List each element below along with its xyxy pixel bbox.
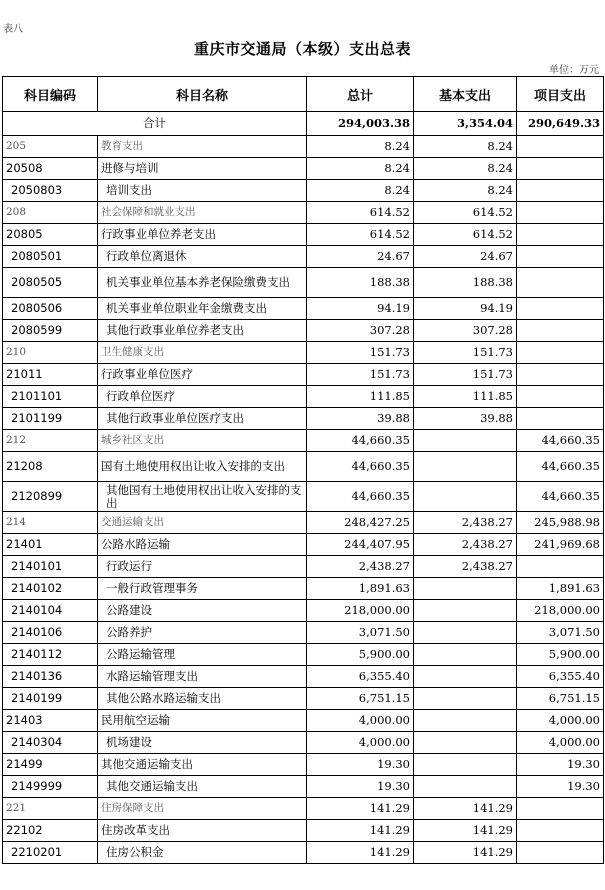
cell-basic — [414, 732, 517, 754]
cell-basic: 39.88 — [414, 408, 517, 430]
cell-code: 2140304 — [3, 732, 98, 754]
cell-code: 2080501 — [3, 246, 98, 268]
cell-total: 614.52 — [307, 224, 414, 246]
cell-total: 19.30 — [307, 754, 414, 776]
cell-code: 2140199 — [3, 688, 98, 710]
cell-code: 20508 — [3, 158, 98, 180]
table-row — [3, 386, 604, 408]
cell-code: 208 — [3, 202, 98, 224]
table-row — [3, 842, 604, 864]
cell-code: 205 — [3, 136, 98, 158]
cell-project: 44,660.35 — [517, 452, 604, 482]
cell-basic — [414, 600, 517, 622]
table-row — [3, 430, 604, 452]
cell-code: 22102 — [3, 820, 98, 842]
table-row — [3, 776, 604, 798]
cell-basic: 94.19 — [414, 298, 517, 320]
cell-name: 城乡社区支出 — [98, 430, 307, 452]
cell-total: 8.24 — [307, 158, 414, 180]
cell-total: 151.73 — [307, 364, 414, 386]
page-title: 重庆市交通局（本级）支出总表 — [193, 40, 411, 58]
cell-name: 进修与培训 — [98, 158, 307, 180]
cell-project: 218,000.00 — [517, 600, 604, 622]
cell-total: 44,660.35 — [307, 452, 414, 482]
cell-code: 210 — [3, 342, 98, 364]
cell-code: 2101199 — [3, 408, 98, 430]
cell-total: 19.30 — [307, 776, 414, 798]
cell-basic: 141.29 — [414, 820, 517, 842]
cell-total: 188.38 — [307, 268, 414, 298]
cell-project — [517, 842, 604, 864]
cell-project: 6,355.40 — [517, 666, 604, 688]
cell-name: 一般行政管理事务 — [98, 578, 307, 600]
cell-total: 244,407.95 — [307, 534, 414, 556]
cell-code: 2050803 — [3, 180, 98, 202]
table-row — [3, 320, 604, 342]
cell-name: 机关事业单位职业年金缴费支出 — [98, 298, 307, 320]
cell-code: 21208 — [3, 452, 98, 482]
cell-project — [517, 268, 604, 298]
cell-total: 2,438.27 — [307, 556, 414, 578]
cell-project — [517, 386, 604, 408]
cell-name: 公路建设 — [98, 600, 307, 622]
cell-name: 培训支出 — [98, 180, 307, 202]
cell-code: 2140104 — [3, 600, 98, 622]
cell-project — [517, 298, 604, 320]
cell-name: 其他行政事业单位医疗支出 — [98, 408, 307, 430]
cell-code: 2140106 — [3, 622, 98, 644]
cell-name: 其他公路水路运输支出 — [98, 688, 307, 710]
cell-name: 其他交通运输支出 — [98, 754, 307, 776]
table-row — [3, 600, 604, 622]
table-row — [3, 512, 604, 534]
cell-total: 141.29 — [307, 842, 414, 864]
cell-code: 2140136 — [3, 666, 98, 688]
table-row — [3, 820, 604, 842]
table-row — [3, 534, 604, 556]
total-row-label: 合计 — [3, 112, 307, 136]
cell-basic: 141.29 — [414, 842, 517, 864]
cell-total: 6,355.40 — [307, 666, 414, 688]
table-row — [3, 666, 604, 688]
cell-code: 2101101 — [3, 386, 98, 408]
cell-basic — [414, 688, 517, 710]
cell-total: 614.52 — [307, 202, 414, 224]
column-header-basic: 基本支出 — [414, 77, 517, 112]
column-header-code: 科目编码 — [3, 77, 98, 112]
cell-project — [517, 202, 604, 224]
cell-project: 241,969.68 — [517, 534, 604, 556]
cell-total: 6,751.15 — [307, 688, 414, 710]
cell-basic — [414, 754, 517, 776]
table-row — [3, 482, 604, 512]
cell-code: 2140101 — [3, 556, 98, 578]
cell-basic — [414, 644, 517, 666]
total-row-project: 290,649.33 — [517, 112, 604, 136]
cell-name: 住房保障支出 — [98, 798, 307, 820]
table-row — [3, 364, 604, 386]
cell-project: 245,988.98 — [517, 512, 604, 534]
cell-project — [517, 158, 604, 180]
cell-project: 4,000.00 — [517, 710, 604, 732]
cell-basic — [414, 452, 517, 482]
cell-project: 6,751.15 — [517, 688, 604, 710]
cell-name: 国有土地使用权出让收入安排的支出 — [98, 452, 307, 482]
cell-name: 公路水路运输 — [98, 534, 307, 556]
cell-name: 其他行政事业单位养老支出 — [98, 320, 307, 342]
table-row — [3, 202, 604, 224]
cell-total: 44,660.35 — [307, 482, 414, 512]
cell-total: 151.73 — [307, 342, 414, 364]
cell-project: 1,891.63 — [517, 578, 604, 600]
cell-project: 19.30 — [517, 776, 604, 798]
cell-total: 8.24 — [307, 136, 414, 158]
cell-total: 248,427.25 — [307, 512, 414, 534]
cell-project — [517, 798, 604, 820]
cell-name: 公路运输管理 — [98, 644, 307, 666]
cell-project: 44,660.35 — [517, 482, 604, 512]
cell-total: 3,071.50 — [307, 622, 414, 644]
cell-name: 教育支出 — [98, 136, 307, 158]
cell-name: 其他国有土地使用权出让收入安排的支出 — [98, 482, 307, 512]
cell-project: 5,900.00 — [517, 644, 604, 666]
cell-basic: 614.52 — [414, 202, 517, 224]
cell-project — [517, 342, 604, 364]
cell-total: 24.67 — [307, 246, 414, 268]
column-header-name: 科目名称 — [98, 77, 307, 112]
table-row — [3, 556, 604, 578]
cell-basic: 151.73 — [414, 342, 517, 364]
cell-code: 214 — [3, 512, 98, 534]
cell-project — [517, 246, 604, 268]
table-row — [3, 408, 604, 430]
table-row — [3, 268, 604, 298]
cell-name: 行政事业单位养老支出 — [98, 224, 307, 246]
cell-name: 民用航空运输 — [98, 710, 307, 732]
column-header-project: 项目支出 — [517, 77, 604, 112]
cell-code: 21499 — [3, 754, 98, 776]
table-row — [3, 224, 604, 246]
cell-basic — [414, 776, 517, 798]
cell-total: 141.29 — [307, 798, 414, 820]
cell-total: 111.85 — [307, 386, 414, 408]
cell-name: 其他交通运输支出 — [98, 776, 307, 798]
table-row — [3, 644, 604, 666]
cell-basic: 141.29 — [414, 798, 517, 820]
cell-project: 44,660.35 — [517, 430, 604, 452]
table-number-label: 表八 — [3, 24, 23, 35]
table-row — [3, 246, 604, 268]
table-row — [3, 732, 604, 754]
table-row — [3, 298, 604, 320]
table-row — [3, 158, 604, 180]
cell-basic: 2,438.27 — [414, 556, 517, 578]
column-header-total: 总计 — [307, 77, 414, 112]
total-row-total: 294,003.38 — [307, 112, 414, 136]
table-row — [3, 622, 604, 644]
cell-total: 307.28 — [307, 320, 414, 342]
table-row — [3, 688, 604, 710]
cell-total: 141.29 — [307, 820, 414, 842]
cell-basic — [414, 430, 517, 452]
cell-name: 住房改革支出 — [98, 820, 307, 842]
cell-code: 221 — [3, 798, 98, 820]
cell-basic: 2,438.27 — [414, 534, 517, 556]
cell-code: 20805 — [3, 224, 98, 246]
cell-name: 住房公积金 — [98, 842, 307, 864]
cell-basic: 188.38 — [414, 268, 517, 298]
cell-project — [517, 224, 604, 246]
table-row — [3, 578, 604, 600]
cell-project — [517, 820, 604, 842]
cell-code: 2149999 — [3, 776, 98, 798]
cell-code: 21011 — [3, 364, 98, 386]
cell-basic — [414, 578, 517, 600]
cell-code: 2120899 — [3, 482, 98, 512]
total-row-basic: 3,354.04 — [414, 112, 517, 136]
cell-name: 行政运行 — [98, 556, 307, 578]
cell-project: 3,071.50 — [517, 622, 604, 644]
table-row — [3, 136, 604, 158]
cell-basic: 24.67 — [414, 246, 517, 268]
cell-name: 卫生健康支出 — [98, 342, 307, 364]
cell-project: 4,000.00 — [517, 732, 604, 754]
cell-project — [517, 364, 604, 386]
cell-basic — [414, 666, 517, 688]
cell-basic: 8.24 — [414, 180, 517, 202]
cell-basic: 614.52 — [414, 224, 517, 246]
cell-total: 1,891.63 — [307, 578, 414, 600]
cell-basic: 111.85 — [414, 386, 517, 408]
table-row — [3, 754, 604, 776]
cell-basic: 2,438.27 — [414, 512, 517, 534]
cell-name: 行政单位医疗 — [98, 386, 307, 408]
cell-name: 水路运输管理支出 — [98, 666, 307, 688]
cell-total: 44,660.35 — [307, 430, 414, 452]
cell-total: 94.19 — [307, 298, 414, 320]
cell-project — [517, 556, 604, 578]
cell-name: 行政单位离退休 — [98, 246, 307, 268]
cell-basic: 8.24 — [414, 136, 517, 158]
cell-name: 社会保障和就业支出 — [98, 202, 307, 224]
cell-code: 2080599 — [3, 320, 98, 342]
cell-code: 21403 — [3, 710, 98, 732]
cell-code: 21401 — [3, 534, 98, 556]
cell-total: 218,000.00 — [307, 600, 414, 622]
cell-code: 2140102 — [3, 578, 98, 600]
cell-code: 2140112 — [3, 644, 98, 666]
table-row — [3, 452, 604, 482]
table-row — [3, 798, 604, 820]
cell-name: 交通运输支出 — [98, 512, 307, 534]
cell-basic — [414, 482, 517, 512]
cell-project — [517, 408, 604, 430]
cell-total: 39.88 — [307, 408, 414, 430]
cell-basic: 8.24 — [414, 158, 517, 180]
table-row — [3, 710, 604, 732]
cell-total: 8.24 — [307, 180, 414, 202]
total-row — [3, 112, 604, 136]
cell-project — [517, 180, 604, 202]
table-row — [3, 180, 604, 202]
cell-code: 2080505 — [3, 268, 98, 298]
table-body — [3, 112, 604, 864]
cell-project — [517, 320, 604, 342]
unit-label: 单位：万元 — [549, 65, 599, 76]
table-row — [3, 342, 604, 364]
cell-name: 行政事业单位医疗 — [98, 364, 307, 386]
expenditure-table — [2, 76, 604, 864]
table-header-row — [3, 77, 604, 112]
cell-basic — [414, 622, 517, 644]
cell-total: 4,000.00 — [307, 710, 414, 732]
cell-basic: 151.73 — [414, 364, 517, 386]
cell-code: 2210201 — [3, 842, 98, 864]
cell-name: 机场建设 — [98, 732, 307, 754]
cell-total: 5,900.00 — [307, 644, 414, 666]
cell-name: 公路养护 — [98, 622, 307, 644]
cell-total: 4,000.00 — [307, 732, 414, 754]
cell-basic — [414, 710, 517, 732]
cell-code: 2080506 — [3, 298, 98, 320]
cell-name: 机关事业单位基本养老保险缴费支出 — [98, 268, 307, 298]
cell-code: 212 — [3, 430, 98, 452]
cell-project — [517, 136, 604, 158]
cell-basic: 307.28 — [414, 320, 517, 342]
cell-project: 19.30 — [517, 754, 604, 776]
